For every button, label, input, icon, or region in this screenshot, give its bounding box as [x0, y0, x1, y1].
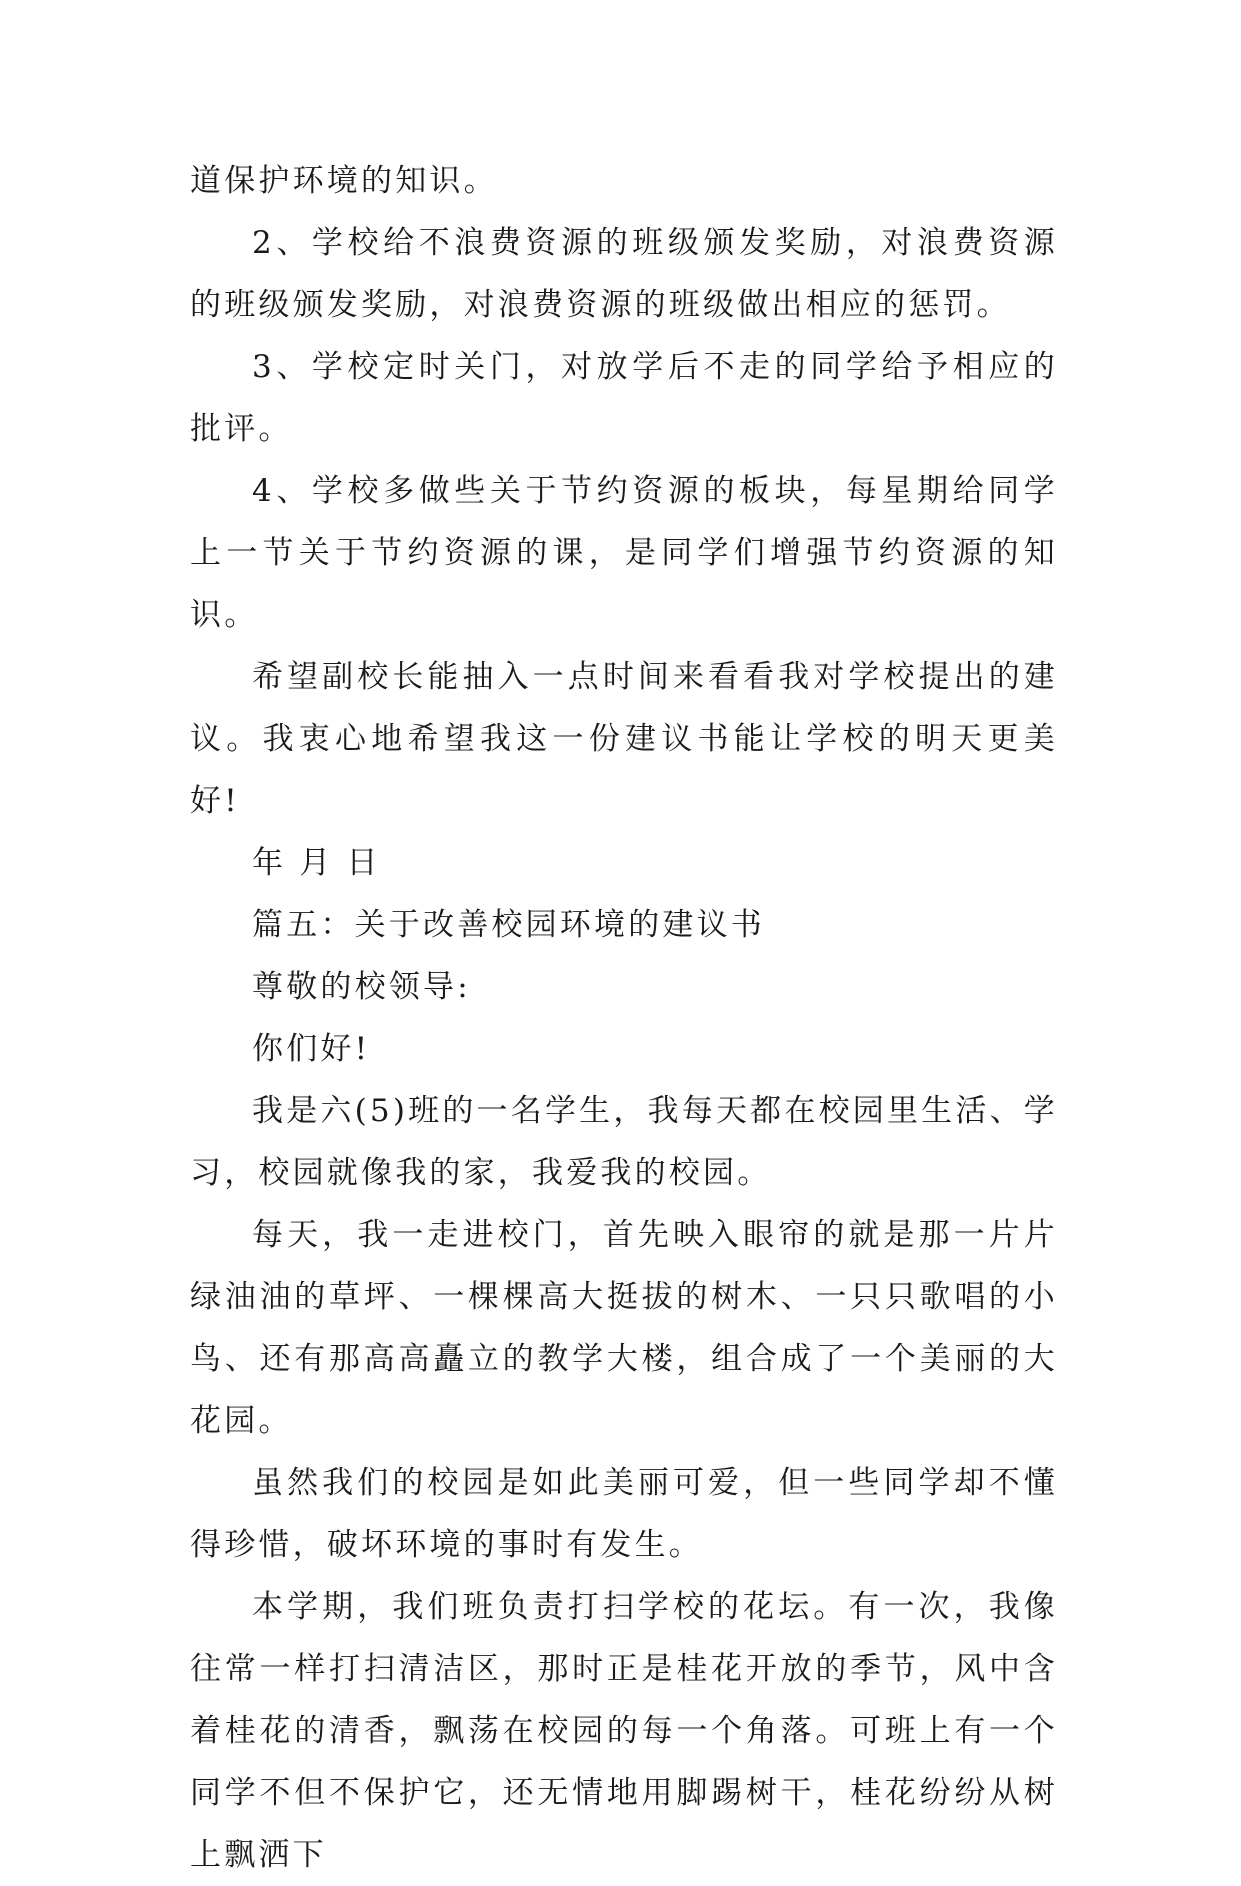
- paragraph-continuation: 道保护环境的知识。: [190, 163, 498, 199]
- body-text: [190, 150, 1058, 1886]
- date-line: 年 月 日: [252, 845, 381, 881]
- section-heading: 篇五：关于改善校园环境的建议书: [252, 907, 765, 943]
- paragraph-intro: 我是六(5)班的一名学生，我每天都在校园里生活、学习，校园就像我的家，我爱我的校园。: [190, 1093, 1058, 1191]
- salutation: 尊敬的校领导:: [252, 969, 471, 1005]
- paragraph-item-3: 3、学校定时关门，对放学后不走的同学给予相应的批评。: [190, 349, 1058, 447]
- paragraph-item-2: 2、学校给不浪费资源的班级颁发奖励，对浪费资源的班级颁发奖励，对浪费资源的班级做出相应的惩罚。: [190, 225, 1058, 323]
- paragraph-description: 每天，我一走进校门，首先映入眼帘的就是那一片片绿油油的草坪、一棵棵高大挺拔的树木、一只只歌唱的小鸟、还有那高高矗立的教学大楼，组合成了一个美丽的大花园。: [190, 1217, 1058, 1439]
- paragraph-item-4: 4、学校多做些关于节约资源的板块，每星期给同学上一节关于节约资源的课，是同学们增强节约资源的知识。: [190, 473, 1058, 633]
- paragraph-problem: 虽然我们的校园是如此美丽可爱，但一些同学却不懂得珍惜，破坏环境的事时有发生。: [190, 1465, 1058, 1563]
- greeting: 你们好!: [252, 1031, 371, 1067]
- paragraph-closing-wish: 希望副校长能抽入一点时间来看看我对学校提出的建议。我衷心地希望我这一份建议书能让学校的明天更美好!: [190, 659, 1058, 819]
- paragraph-story: 本学期，我们班负责打扫学校的花坛。有一次，我像往常一样打扫清洁区，那时正是桂花开放的季节，风中含着桂花的清香，飘荡在校园的每一个角落。可班上有一个同学不但不保护它，还无情地用脚踢树干，桂花纷纷从树上飘洒下: [190, 1589, 1058, 1873]
